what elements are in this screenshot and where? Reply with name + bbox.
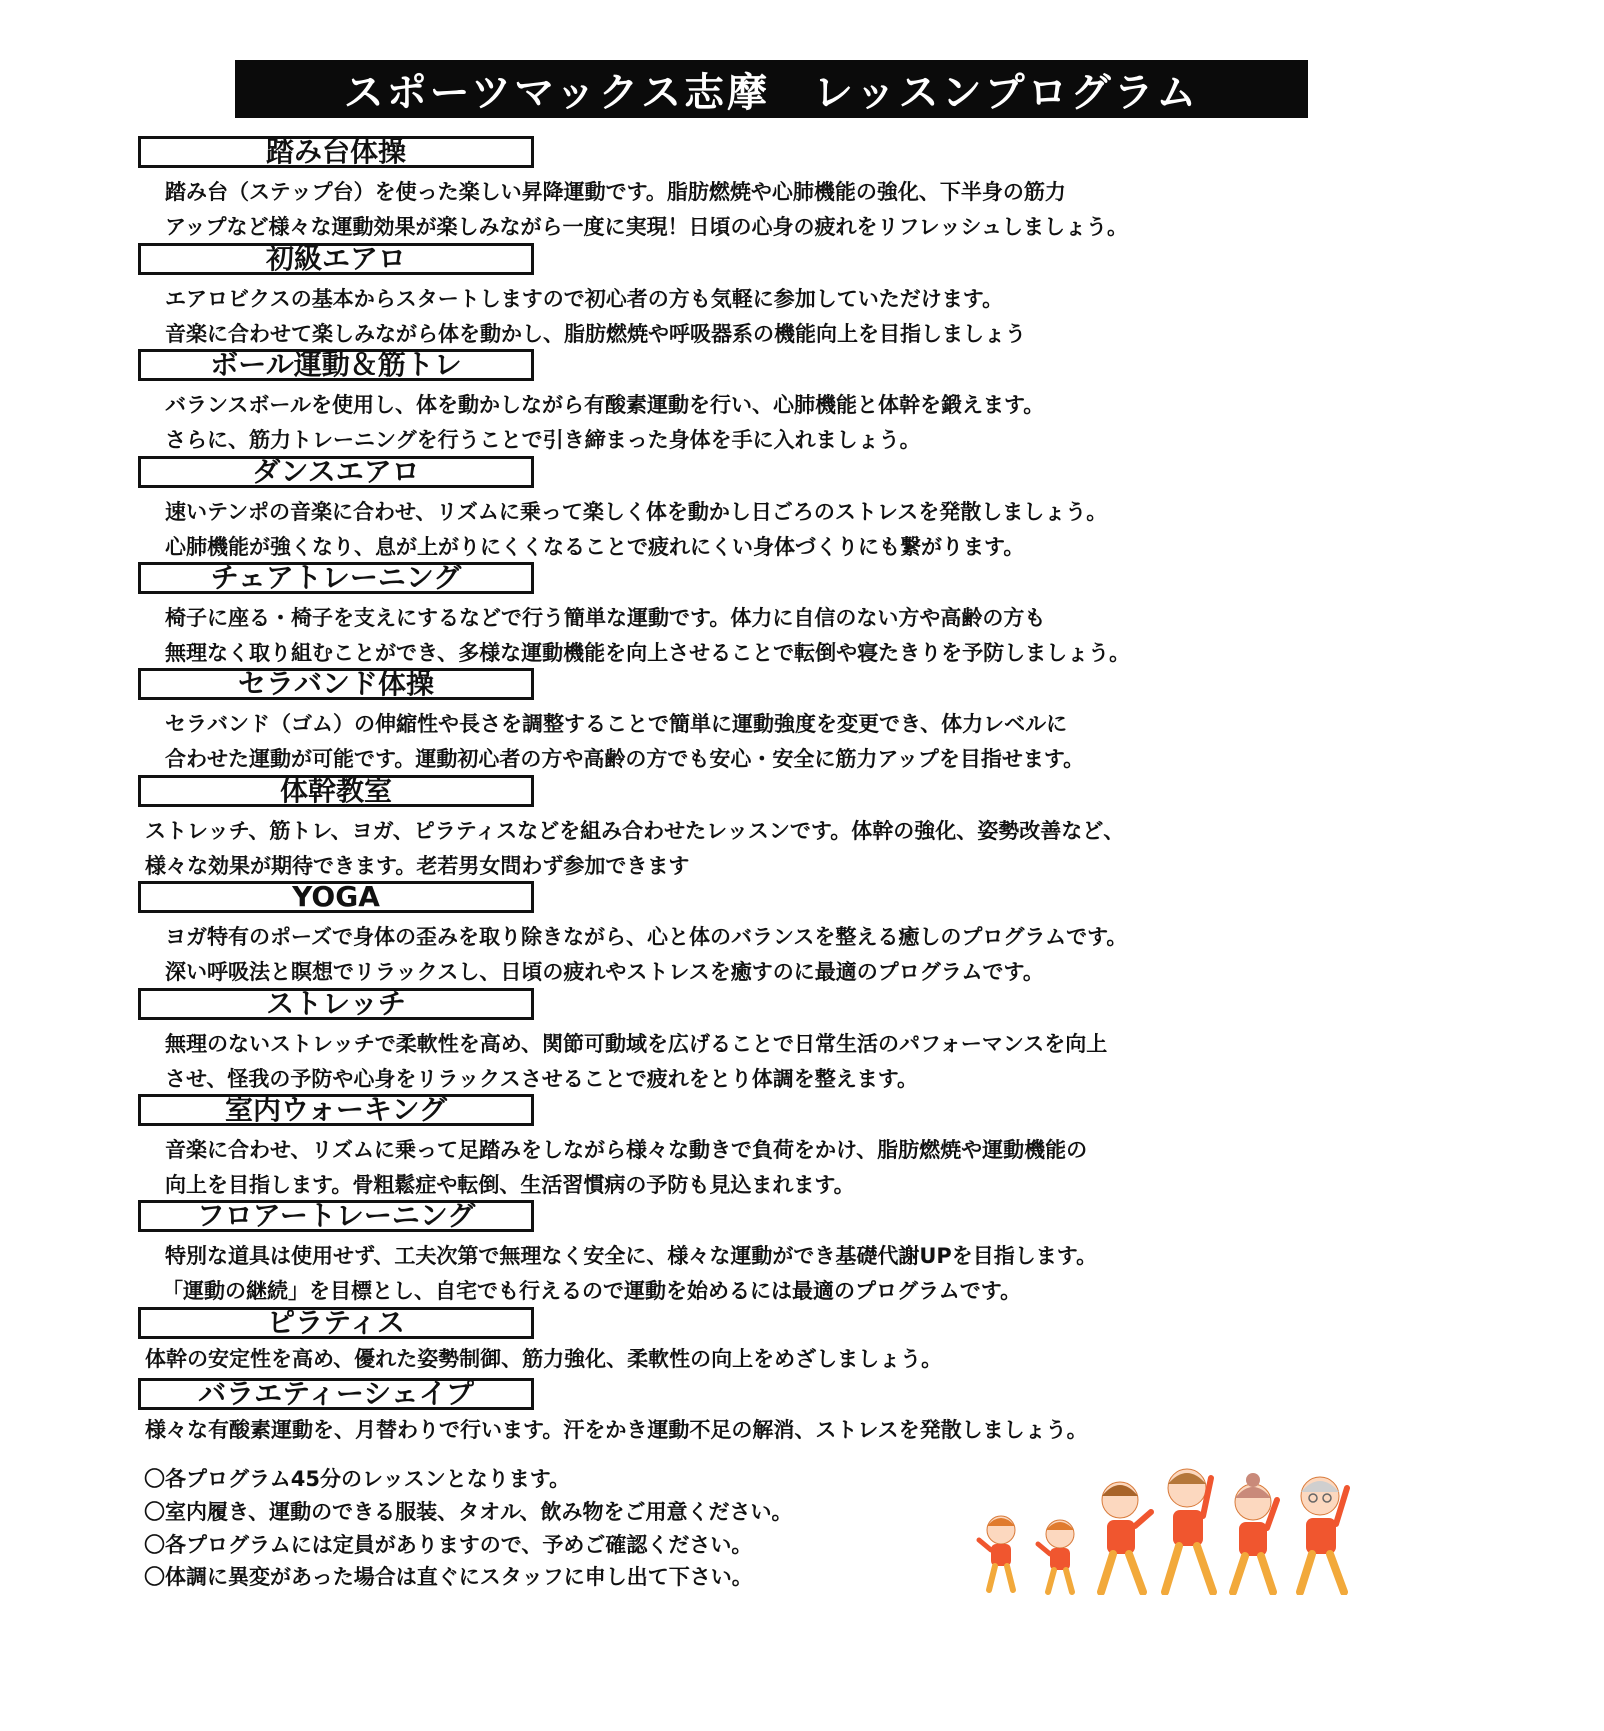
person-figure	[1233, 1473, 1277, 1592]
person-figure	[1038, 1520, 1074, 1592]
program-description: 踏み台（ステップ台）を使った楽しい昇降運動です。脂肪燃焼や心肺機能の強化、下半身の筋力	[165, 180, 1066, 204]
page-title: スポーツマックス志摩 レッスンプログラム	[235, 60, 1308, 118]
program-description: 合わせた運動が可能です。運動初心者の方や高齢の方でも安心・安全に筋力アップを目指せます。	[165, 747, 1085, 771]
person-figure	[1165, 1469, 1213, 1592]
program-name-box: 初級エアロ	[138, 243, 534, 275]
note-item: 〇室内履き、運動のできる服装、タオル、飲み物をご用意ください。	[144, 1500, 793, 1524]
program-name-box: バラエティーシェイプ	[138, 1378, 534, 1410]
program-name-box: ストレッチ	[138, 988, 534, 1020]
note-item: 〇各プログラム45分のレッスンとなります。	[144, 1467, 571, 1491]
program-name-box: フロアートレーニング	[138, 1200, 534, 1232]
program-description: 「運動の継続」を目標とし、自宅でも行えるので運動を始めるには最適のプログラムです。	[162, 1279, 1022, 1303]
program-name-box: 体幹教室	[138, 775, 534, 807]
program-name-box: ダンスエアロ	[138, 456, 534, 488]
program-description: 様々な効果が期待できます。老若男女問わず参加できます	[145, 854, 690, 878]
program-name-box: チェアトレーニング	[138, 562, 534, 594]
program-description: 深い呼吸法と瞑想でリラックスし、日頃の疲れやストレスを癒すのに最適のプログラムです。	[165, 960, 1044, 984]
program-name-box: セラバンド体操	[138, 668, 534, 700]
program-name-box: 踏み台体操	[138, 136, 534, 168]
program-name-box: ピラティス	[138, 1307, 534, 1339]
person-figure	[1101, 1482, 1151, 1592]
program-description: さらに、筋力トレーニングを行うことで引き締まった身体を手に入れましょう。	[165, 428, 921, 452]
program-description: 無理なく取り組むことができ、多様な運動機能を向上させることで転倒や寝たきりを予防しましょう。	[165, 641, 1131, 665]
program-description: バランスボールを使用し、体を動かしながら有酸素運動を行い、心肺機能と体幹を鍛えます。	[165, 393, 1045, 417]
program-description: 音楽に合わせて楽しみながら体を動かし、脂肪燃焼や呼吸器系の機能向上を目指しましょう	[165, 322, 1026, 346]
program-description: 様々な有酸素運動を、月替わりで行います。汗をかき運動不足の解消、ストレスを発散しましょう。	[145, 1418, 1088, 1442]
program-description: セラバンド（ゴム）の伸縮性や長さを調整することで簡単に運動強度を変更でき、体力レベルに	[165, 712, 1068, 736]
note-item: 〇体調に異変があった場合は直ぐにスタッフに申し出て下さい。	[144, 1565, 753, 1589]
note-item: 〇各プログラムには定員がありますので、予めご確認ください。	[144, 1533, 753, 1557]
program-name-box: 室内ウォーキング	[138, 1094, 534, 1126]
program-description: させ、怪我の予防や心身をリラックスさせることで疲れをとり体調を整えます。	[165, 1067, 919, 1091]
person-figure	[1300, 1477, 1347, 1592]
program-name-box: YOGA	[138, 881, 534, 913]
program-name-box: ボール運動＆筋トレ	[138, 349, 534, 381]
program-description: 無理のないストレッチで柔軟性を高め、関節可動域を広げることで日常生活のパフォーマンスを向上	[165, 1032, 1108, 1056]
program-description: 特別な道具は使用せず、工夫次第で無理なく安全に、様々な運動ができ基礎代謝UPを目指します。	[165, 1244, 1098, 1268]
family-exercise-illustration	[975, 1460, 1390, 1595]
program-description: 向上を目指します。骨粗鬆症や転倒、生活習慣病の予防も見込まれます。	[165, 1173, 855, 1197]
person-figure	[979, 1516, 1015, 1590]
program-description: 音楽に合わせ、リズムに乗って足踏みをしながら様々な動きで負荷をかけ、脂肪燃焼や運動機能の	[165, 1138, 1088, 1162]
program-description: 速いテンポの音楽に合わせ、リズムに乗って楽しく体を動かし日ごろのストレスを発散しましょう。	[165, 500, 1108, 524]
program-description: ストレッチ、筋トレ、ヨガ、ピラティスなどを組み合わせたレッスンです。体幹の強化、姿勢改善など、	[145, 819, 1125, 843]
program-description: 椅子に座る・椅子を支えにするなどで行う簡単な運動です。体力に自信のない方や高齢の方も	[165, 606, 1046, 630]
program-description: ヨガ特有のポーズで身体の歪みを取り除きながら、心と体のバランスを整える癒しのプログラムです。	[165, 925, 1128, 949]
program-description: エアロビクスの基本からスタートしますので初心者の方も気軽に参加していただけます。	[165, 287, 1004, 311]
program-description: 心肺機能が強くなり、息が上がりにくくなることで疲れにくい身体づくりにも繋がります。	[165, 535, 1025, 559]
program-description: アップなど様々な運動効果が楽しみながら一度に実現！日頃の心身の疲れをリフレッシュしましょう。	[165, 215, 1129, 239]
program-description: 体幹の安定性を高め、優れた姿勢制御、筋力強化、柔軟性の向上をめざしましょう。	[145, 1347, 943, 1371]
